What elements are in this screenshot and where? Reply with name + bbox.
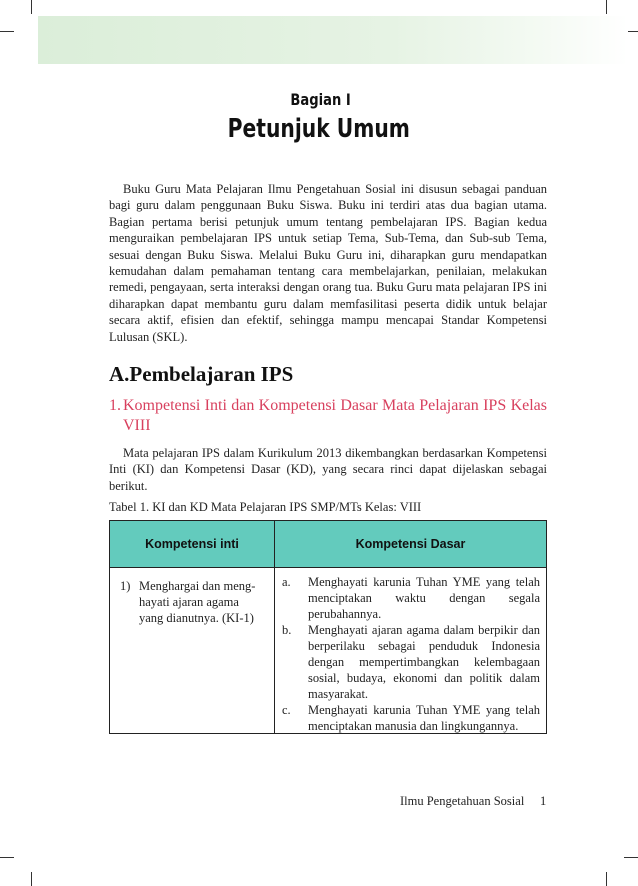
kd-text: Menghayati ajaran agama dalam berpikir dan berperilaku sebagai penduduk Indonesia dengan mempertimbangkan kelembagaan sosial, budaya, ekonomi dan politik dalam masyarakat. [308,623,540,701]
table-caption: Tabel 1. KI dan KD Mata Pelajaran IPS SMP/MTs Kelas: VIII [109,500,422,514]
ki-number: 1) [120,579,131,593]
intro-paragraph: Buku Guru Mata Pelajaran Ilmu Pengetahuan Sosial ini disusun sebagai panduan bagi guru dalam penggunaan Buku Siswa. Buku ini terdiri atas dua bagian utama. Bagian pertama berisi petunjuk umum tentang pembelajaran IPS. Bagian kedua menguraikan pembelajaran IPS untuk setiap Tema, Sub-Tema, dan Sub-sub Tema, sesuai dengan Buku Siswa. Melalui Buku Guru ini, diharapkan guru mendapatkan kemudahan dalam pemahaman tentang cara membelajarkan, penilaian, melakukan remedi, pengayaan, serta interaksi dengan orang tua. Buku Guru mata pelajaran IPS ini diharapkan dapat membantu guru dalam memfasilitasi peserta didik untuk belajar secara aktif, efisien dan efektif, sehingga mampu mencapai Standar Kompetensi Lulusan (SKL). [109,182,547,344]
ki-cell [120,578,265,626]
subsection-title: Kompetensi Inti dan Kompetensi Dasar Mata Pelajaran IPS Kelas VIII [123,397,547,434]
kd-label: b. [282,623,292,637]
crop-mark [0,31,14,32]
page-number: 1 [540,794,547,808]
column-divider [274,521,275,733]
table-header-row [110,521,546,568]
subsection-heading [109,396,547,436]
crop-mark [606,0,607,14]
ki-kd-table [109,520,547,734]
header-kompetensi-dasar: Kompetensi Dasar [355,537,466,551]
crop-mark [0,857,14,858]
header-band [38,16,628,64]
kd-text: Menghayati karunia Tuhan YME yang telah menciptakan waktu dengan segala perubahannya. [308,575,540,621]
subsection-number: 1. [109,397,121,414]
footer-book-title: Ilmu Pengetahuan Sosial [400,794,525,808]
page-title: Petunjuk Umum [227,114,410,144]
crop-mark [31,872,32,886]
section-body: Mata pelajaran IPS dalam Kurikulum 2013 dikembangkan berdasarkan Kompetensi Inti (KI) dan Kompetensi Dasar (KD), yang secara rinci dapat dijelaskan sebagai berikut. [109,446,547,493]
kd-text: Menghayati karunia Tuhan YME yang telah menciptakan manusia dan lingkungannya. [308,703,540,733]
kd-cell [282,574,540,734]
crop-mark [31,0,32,14]
ki-text: Menghargai dan meng-hayati ajaran agama yang dianutnya. (KI-1) [139,579,256,625]
crop-mark [624,857,638,858]
kd-item [282,574,540,622]
kd-label: c. [282,703,291,717]
kd-item [282,702,540,734]
crop-mark [606,872,607,886]
part-label: Bagian I [290,90,351,109]
section-heading: A.Pembelajaran IPS [109,362,294,386]
kd-label: a. [282,575,291,589]
header-kompetensi-inti: Kompetensi inti [145,537,239,551]
kd-item [282,622,540,702]
